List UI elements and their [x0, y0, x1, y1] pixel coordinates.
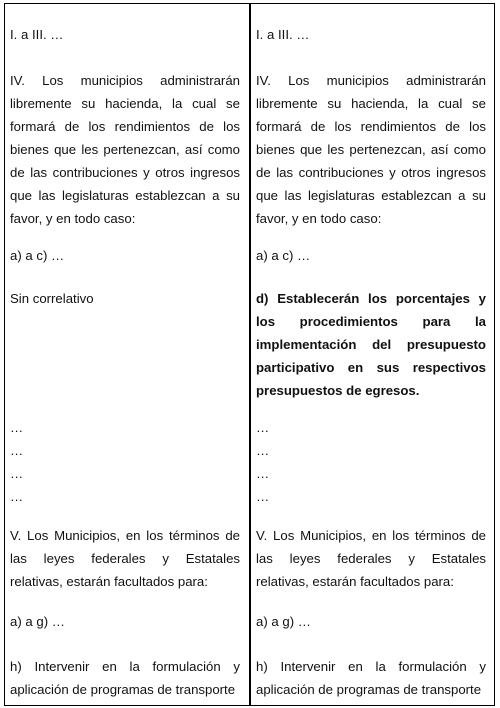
right-ellipsis-list [256, 416, 486, 508]
right-para-6: a) a g) … [256, 614, 311, 629]
left-ellipsis-1: … [10, 420, 24, 435]
left-ellipsis-list [10, 416, 240, 508]
right-para-1: I. a III. … [256, 27, 310, 42]
right-ellipsis-4: … [256, 489, 270, 504]
left-para-7: h) Intervenir en la formulación y aplicación de programas de transporte [10, 659, 240, 697]
left-para-4: Sin correlativo [10, 291, 94, 306]
left-ellipsis-2: … [10, 443, 24, 458]
right-para-7: h) Intervenir en la formulación y aplicación de programas de transporte [256, 659, 486, 697]
left-para-5: V. Los Municipios, en los términos de las leyes federales y Estatales relativas, estarán facultados para: [10, 528, 240, 589]
right-ellipsis-3: … [256, 466, 270, 481]
right-ellipsis-1: … [256, 420, 270, 435]
right-ellipsis-2: … [256, 443, 270, 458]
left-para-6: a) a g) … [10, 614, 65, 629]
right-para-3: a) a c) … [256, 248, 311, 263]
left-ellipsis-3: … [10, 466, 24, 481]
left-ellipsis-4: … [10, 489, 24, 504]
column-divider [249, 3, 251, 706]
right-para-5: V. Los Municipios, en los términos de las leyes federales y Estatales relativas, estarán facultados para: [256, 528, 486, 589]
left-para-2: IV. Los municipios administrarán libremente su hacienda, la cual se formará de los rendimientos de los bienes que les pertenezcan, así como de las contribuciones y otros ingresos que las legislaturas establezcan a su favor, y en todo caso: [10, 73, 240, 226]
left-para-3: a) a c) … [10, 248, 65, 263]
right-para-4-added-text: d) Establecerán los porcentajes y los procedimientos para la implementación del presupuesto participativo en sus respectivos presupuestos de egresos. [256, 291, 486, 398]
right-para-2: IV. Los municipios administrarán libremente su hacienda, la cual se formará de los rendimientos de los bienes que les pertenezcan, así como de las contribuciones y otros ingresos que las legislaturas establezcan a su favor, y en todo caso: [256, 73, 486, 226]
left-para-1: I. a III. … [10, 27, 64, 42]
